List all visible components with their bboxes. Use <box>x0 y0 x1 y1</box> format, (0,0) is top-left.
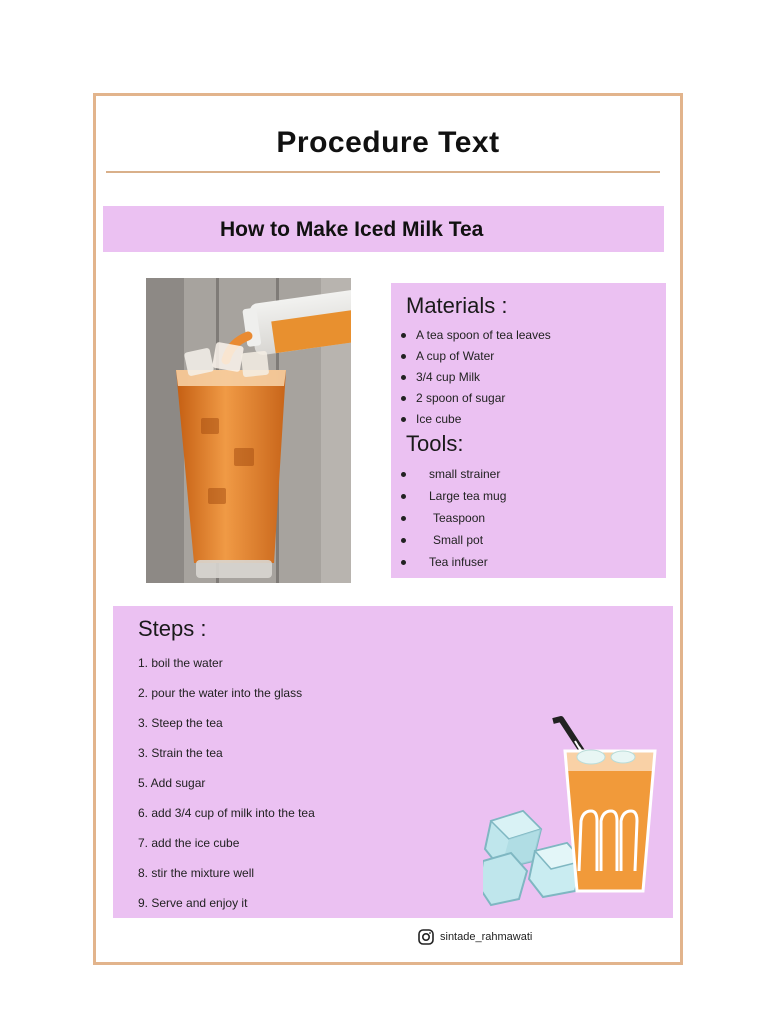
document-subtitle: How to Make Iced Milk Tea <box>220 218 484 241</box>
materials-item: 2 spoon of sugar <box>399 391 551 412</box>
step-item: 7. add the ice cube <box>138 836 240 850</box>
step-item: 9. Serve and enjoy it <box>138 896 248 910</box>
steps-panel <box>113 606 673 918</box>
step-item: 3. Strain the tea <box>138 746 223 760</box>
step-item: 3. Steep the tea <box>138 716 223 730</box>
procedure-sheet <box>93 93 683 965</box>
iced-tea-illustration <box>483 711 668 915</box>
title-divider <box>106 171 660 173</box>
tools-item: Tea infuser <box>399 555 506 577</box>
materials-item: A tea spoon of tea leaves <box>399 328 551 349</box>
step-item: 6. add 3/4 cup of milk into the tea <box>138 806 315 820</box>
author-credit <box>418 929 532 945</box>
author-handle: sintade_rahmawati <box>440 931 533 943</box>
document-title: Procedure Text <box>276 126 500 159</box>
step-item: 5. Add sugar <box>138 776 206 790</box>
steps-heading: Steps : <box>138 616 207 641</box>
materials-item: 3/4 cup Milk <box>399 370 551 391</box>
tools-item: Large tea mug <box>399 489 506 511</box>
ice-cubes-icon <box>483 811 583 905</box>
tools-item: small strainer <box>399 467 506 489</box>
tools-item: Teaspoon <box>399 511 506 533</box>
step-item: 8. stir the mixture well <box>138 866 255 880</box>
subtitle-banner <box>103 206 664 252</box>
tools-list <box>399 467 506 577</box>
step-item: 1. boil the water <box>138 656 223 670</box>
tools-heading: Tools: <box>406 431 464 456</box>
tools-item: Small pot <box>399 533 506 555</box>
materials-item: A cup of Water <box>399 349 551 370</box>
materials-tools-panel <box>391 283 666 578</box>
materials-heading: Materials : <box>406 293 508 318</box>
step-item: 2. pour the water into the glass <box>138 686 303 700</box>
materials-item: Ice cube <box>399 412 551 433</box>
materials-list <box>399 328 551 433</box>
steps-list <box>138 656 315 926</box>
instagram-icon <box>418 929 434 945</box>
iced-milk-tea-photo <box>146 278 351 583</box>
